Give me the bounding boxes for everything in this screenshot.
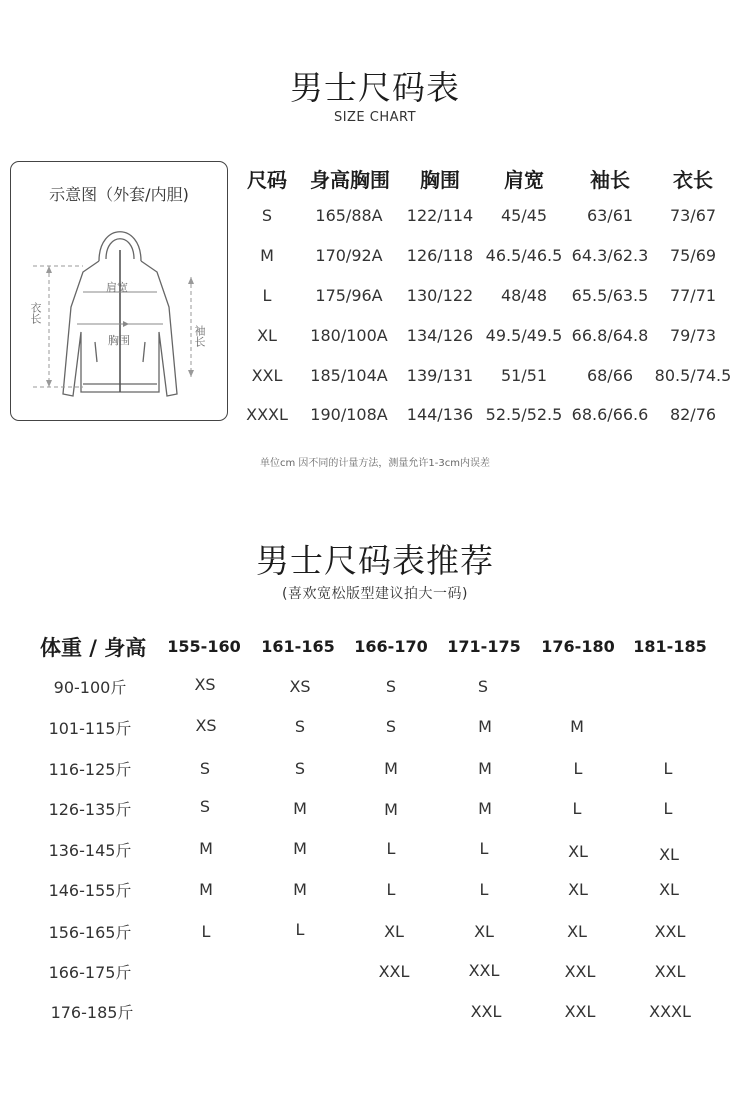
size-cell: XS xyxy=(194,675,216,694)
cell-size: XL xyxy=(257,326,277,345)
cell-size: M xyxy=(260,246,274,265)
measurement-note: 单位cm 因不同的计量方法，测量允许1-3cm内误差 xyxy=(260,458,490,469)
cell-length: 82/76 xyxy=(669,405,717,424)
size-cell: XS xyxy=(289,677,311,696)
size-cell: XL xyxy=(659,845,679,864)
size-cell: XXL xyxy=(378,962,410,981)
size-cell: S xyxy=(199,797,211,816)
cell-height-chest: 180/100A xyxy=(310,326,388,345)
size-cell: M xyxy=(293,839,307,858)
recommend-subtitle: (喜欢宽松版型建议拍大一码) xyxy=(282,586,468,602)
cell-size: S xyxy=(261,206,273,225)
weight-label: 156-165斤 xyxy=(48,923,132,942)
cell-height-chest: 170/92A xyxy=(315,246,383,265)
cell-length: 79/73 xyxy=(669,326,717,345)
size-cell: M xyxy=(384,800,398,819)
size-cell: XXL xyxy=(470,1002,502,1021)
size-cell: XXL xyxy=(654,922,686,941)
cell-shoulder: 46.5/46.5 xyxy=(485,246,563,265)
recommend-title: 男士尺码表推荐 xyxy=(256,541,494,580)
size-cell: M xyxy=(478,717,492,736)
header-chest: 胸围 xyxy=(420,168,460,192)
cell-height-chest: 190/108A xyxy=(310,405,388,424)
size-cell: L xyxy=(295,920,305,939)
size-cell: L xyxy=(479,880,489,899)
size-cell: XXL xyxy=(654,962,686,981)
cell-sleeve: 64.3/62.3 xyxy=(571,246,649,265)
cell-height-chest: 185/104A xyxy=(310,366,388,385)
cell-sleeve: 63/61 xyxy=(586,206,634,225)
cell-height-chest: 175/96A xyxy=(315,286,383,305)
height-header: 181-185 xyxy=(633,637,707,656)
weight-label: 136-145斤 xyxy=(48,841,132,860)
sleeve-label: 袖长 xyxy=(193,325,206,347)
size-cell: XL xyxy=(568,842,588,861)
size-cell: XL xyxy=(659,880,679,899)
header-size: 尺码 xyxy=(247,168,287,192)
size-cell: XL xyxy=(384,922,404,941)
weight-label: 176-185斤 xyxy=(50,1003,134,1022)
size-cell: S xyxy=(294,759,306,778)
weight-label: 116-125斤 xyxy=(48,760,132,779)
size-cell: L xyxy=(386,839,396,858)
size-cell: L xyxy=(663,799,673,818)
chest-label: 胸围 xyxy=(108,334,130,347)
header-shoulder: 肩宽 xyxy=(504,168,544,192)
height-header: 176-180 xyxy=(541,637,615,656)
height-header: 171-175 xyxy=(447,637,521,656)
weight-label: 90-100斤 xyxy=(53,678,127,697)
header-length: 衣长 xyxy=(673,168,713,192)
size-cell: XXXL xyxy=(649,1002,691,1021)
size-cell: M xyxy=(570,717,584,736)
cell-chest: 139/131 xyxy=(406,366,474,385)
cell-chest: 144/136 xyxy=(406,405,474,424)
height-header: 166-170 xyxy=(354,637,428,656)
size-cell: L xyxy=(572,799,582,818)
weight-label: 166-175斤 xyxy=(48,963,132,982)
measurement-diagram xyxy=(10,161,228,421)
cell-size: XXL xyxy=(251,366,283,385)
size-cell: L xyxy=(573,759,583,778)
size-cell: M xyxy=(384,759,398,778)
cell-height-chest: 165/88A xyxy=(315,206,383,225)
size-cell: M xyxy=(293,880,307,899)
diagram-caption: 示意图（外套/内胆) xyxy=(49,185,189,204)
size-cell: M xyxy=(199,839,213,858)
height-header: 161-165 xyxy=(261,637,335,656)
size-cell: L xyxy=(663,759,673,778)
size-cell: S xyxy=(385,677,397,696)
cell-sleeve: 65.5/63.5 xyxy=(571,286,649,305)
cell-length: 80.5/74.5 xyxy=(654,366,732,385)
size-cell: XS xyxy=(195,716,217,735)
size-cell: L xyxy=(479,839,489,858)
size-cell: S xyxy=(477,677,489,696)
cell-shoulder: 52.5/52.5 xyxy=(485,405,563,424)
size-chart-subtitle: SIZE CHART xyxy=(333,110,417,125)
cell-chest: 122/114 xyxy=(406,206,474,225)
size-cell: XL xyxy=(474,922,494,941)
size-cell: L xyxy=(386,880,396,899)
cell-chest: 134/126 xyxy=(406,326,474,345)
cell-shoulder: 51/51 xyxy=(500,366,548,385)
cell-sleeve: 68.6/66.6 xyxy=(571,405,649,424)
weight-label: 146-155斤 xyxy=(48,881,132,900)
weight-label: 126-135斤 xyxy=(48,800,132,819)
cell-shoulder: 49.5/49.5 xyxy=(485,326,563,345)
size-cell: XXL xyxy=(564,962,596,981)
height-header: 155-160 xyxy=(167,637,241,656)
size-chart-title: 男士尺码表 xyxy=(290,68,460,107)
size-cell: M xyxy=(478,799,492,818)
size-cell: XXL xyxy=(564,1002,596,1021)
cell-size: XXXL xyxy=(246,405,288,424)
size-cell: XL xyxy=(567,922,587,941)
corner-label: 体重 / 身高 xyxy=(40,636,147,660)
cell-shoulder: 45/45 xyxy=(500,206,548,225)
shoulder-label: 肩宽 xyxy=(106,281,128,294)
size-cell: S xyxy=(199,759,211,778)
cell-size: L xyxy=(262,286,272,305)
cell-length: 77/71 xyxy=(669,286,717,305)
size-cell: M xyxy=(478,759,492,778)
header-height-chest: 身高胸围 xyxy=(310,168,390,192)
cell-chest: 130/122 xyxy=(406,286,474,305)
header-sleeve: 袖长 xyxy=(590,168,630,192)
size-cell: L xyxy=(201,922,211,941)
weight-label: 101-115斤 xyxy=(48,719,132,738)
size-cell: S xyxy=(294,717,306,736)
cell-shoulder: 48/48 xyxy=(500,286,548,305)
cell-length: 75/69 xyxy=(669,246,717,265)
cell-sleeve: 66.8/64.8 xyxy=(571,326,649,345)
cell-length: 73/67 xyxy=(669,206,717,225)
size-cell: M xyxy=(293,799,307,818)
size-cell: XXL xyxy=(468,961,500,980)
size-cell: S xyxy=(385,717,397,736)
cell-chest: 126/118 xyxy=(406,246,474,265)
size-cell: XL xyxy=(568,880,588,899)
size-cell: M xyxy=(199,880,213,899)
cell-sleeve: 68/66 xyxy=(586,366,634,385)
length-label: 衣长 xyxy=(29,302,42,324)
